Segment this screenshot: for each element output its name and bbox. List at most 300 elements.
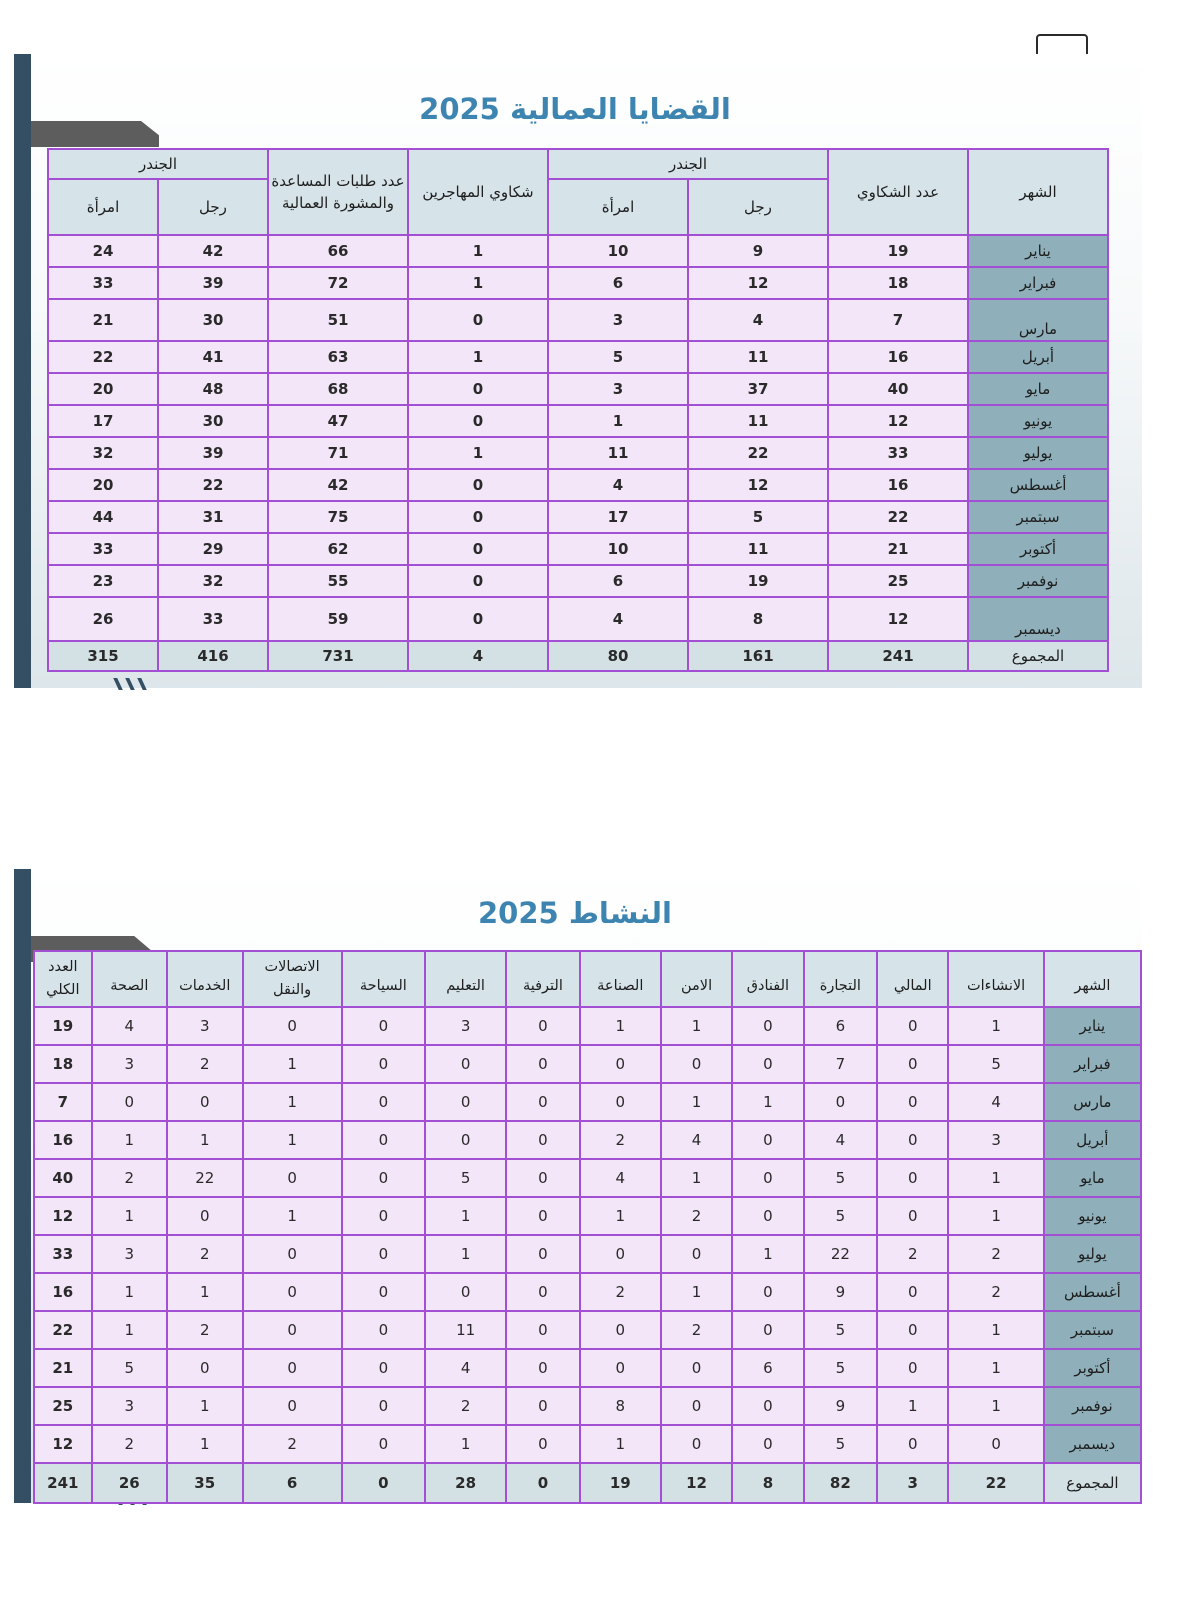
activity-value-cell: 1	[243, 1197, 342, 1235]
man-1-cell: 8	[688, 597, 828, 641]
activity-value-cell: 0	[877, 1197, 948, 1235]
man-2-cell: 48	[158, 373, 268, 405]
month-cell: سبتمبر	[968, 501, 1108, 533]
total-value-cell: 8	[732, 1463, 803, 1503]
requests-cell: 62	[268, 533, 408, 565]
table-row	[48, 533, 1108, 565]
activity-value-cell: 2	[948, 1235, 1043, 1273]
header-activity-col: المالي	[877, 951, 948, 1007]
activity-value-cell: 1	[243, 1045, 342, 1083]
activity-value-cell: 12	[34, 1197, 92, 1235]
month-cell: ديسمبر	[1044, 1425, 1141, 1463]
activity-value-cell: 16	[34, 1273, 92, 1311]
activity-value-cell: 3	[167, 1007, 243, 1045]
activity-title: النشاط 2025	[478, 896, 672, 930]
month-cell: مارس	[1044, 1083, 1141, 1121]
woman-1-cell: 6	[548, 565, 688, 597]
complaints-cell: 12	[828, 597, 968, 641]
complaints-cell: 16	[828, 341, 968, 373]
man-1-cell: 11	[688, 341, 828, 373]
woman-1-cell: 17	[548, 501, 688, 533]
woman-2-cell: 44	[48, 501, 158, 533]
slide-tab-decoration	[31, 121, 159, 147]
activity-value-cell: 0	[877, 1349, 948, 1387]
total-value-cell: 12	[661, 1463, 732, 1503]
requests-cell: 42	[268, 469, 408, 501]
complaints-cell: 40	[828, 373, 968, 405]
man-2-cell: 32	[158, 565, 268, 597]
table-row	[34, 1311, 1141, 1349]
total-value-cell: 28	[425, 1463, 506, 1503]
activity-value-cell: 0	[506, 1083, 579, 1121]
activity-value-cell: 1	[580, 1425, 661, 1463]
total-month-cell: المجموع	[968, 641, 1108, 671]
activity-value-cell: 0	[243, 1007, 342, 1045]
activity-value-cell: 1	[948, 1311, 1043, 1349]
month-cell: أبريل	[968, 341, 1108, 373]
activity-value-cell: 0	[877, 1159, 948, 1197]
migrants-cell: 0	[408, 469, 548, 501]
man-2-cell: 41	[158, 341, 268, 373]
activity-value-cell: 16	[34, 1121, 92, 1159]
complaints-cell: 18	[828, 267, 968, 299]
activity-value-cell: 0	[732, 1045, 803, 1083]
activity-value-cell: 1	[661, 1007, 732, 1045]
activity-value-cell: 5	[425, 1159, 506, 1197]
woman-1-cell: 11	[548, 437, 688, 469]
activity-value-cell: 0	[661, 1425, 732, 1463]
activity-value-cell: 0	[877, 1425, 948, 1463]
activity-value-cell: 1	[425, 1425, 506, 1463]
total-migrants-cell: 4	[408, 641, 548, 671]
activity-value-cell: 5	[804, 1159, 877, 1197]
activity-value-cell: 2	[167, 1235, 243, 1273]
activity-value-cell: 0	[661, 1349, 732, 1387]
man-1-cell: 12	[688, 267, 828, 299]
migrants-cell: 0	[408, 533, 548, 565]
table-row	[48, 341, 1108, 373]
activity-value-cell: 0	[506, 1159, 579, 1197]
migrants-cell: 0	[408, 597, 548, 641]
activity-value-cell: 1	[948, 1197, 1043, 1235]
activity-value-cell: 0	[877, 1007, 948, 1045]
man-2-cell: 33	[158, 597, 268, 641]
activity-value-cell: 0	[342, 1045, 425, 1083]
activity-value-cell: 0	[342, 1311, 425, 1349]
activity-value-cell: 2	[92, 1425, 167, 1463]
man-1-cell: 11	[688, 533, 828, 565]
table-row	[48, 565, 1108, 597]
migrants-cell: 1	[408, 267, 548, 299]
activity-value-cell: 0	[877, 1083, 948, 1121]
activity-value-cell: 0	[506, 1311, 579, 1349]
migrants-cell: 0	[408, 565, 548, 597]
requests-cell: 66	[268, 235, 408, 267]
month-cell: يوليو	[1044, 1235, 1141, 1273]
activity-value-cell: 0	[342, 1121, 425, 1159]
header-assistance-requests: عدد طلبات المساعدة والمشورة العمالية	[268, 149, 408, 235]
header-activity-col: العدد الكلي	[34, 951, 92, 1007]
activity-value-cell: 33	[34, 1235, 92, 1273]
activity-value-cell: 1	[92, 1273, 167, 1311]
activity-value-cell: 0	[243, 1159, 342, 1197]
activity-value-cell: 0	[877, 1273, 948, 1311]
activity-value-cell: 0	[661, 1045, 732, 1083]
table-row	[48, 373, 1108, 405]
table-row	[34, 1121, 1141, 1159]
month-cell: فبراير	[968, 267, 1108, 299]
activity-value-cell: 1	[948, 1007, 1043, 1045]
total-value-cell: 0	[506, 1463, 579, 1503]
table-row	[48, 469, 1108, 501]
header-activity-col: السياحة	[342, 951, 425, 1007]
woman-1-cell: 3	[548, 373, 688, 405]
table-row	[34, 1425, 1141, 1463]
activity-value-cell: 3	[92, 1045, 167, 1083]
woman-2-cell: 17	[48, 405, 158, 437]
header-gender-group-1: الجندر	[548, 149, 828, 179]
activity-value-cell: 22	[34, 1311, 92, 1349]
header-gender-group-2: الجندر	[48, 149, 268, 179]
man-1-cell: 9	[688, 235, 828, 267]
activity-value-cell: 22	[804, 1235, 877, 1273]
header-activity-col: الاتصالات والنقل	[243, 951, 342, 1007]
activity-value-cell: 0	[732, 1159, 803, 1197]
month-cell: مايو	[968, 373, 1108, 405]
activity-value-cell: 0	[580, 1045, 661, 1083]
month-cell: سبتمبر	[1044, 1311, 1141, 1349]
header-man-1: رجل	[688, 179, 828, 235]
activity-value-cell: 4	[580, 1159, 661, 1197]
total-value-cell: 82	[804, 1463, 877, 1503]
activity-value-cell: 0	[167, 1083, 243, 1121]
woman-2-cell: 32	[48, 437, 158, 469]
month-cell: نوفمبر	[968, 565, 1108, 597]
month-cell: أكتوبر	[968, 533, 1108, 565]
woman-1-cell: 1	[548, 405, 688, 437]
woman-1-cell: 3	[548, 299, 688, 341]
activity-value-cell: 6	[804, 1007, 877, 1045]
table-row	[34, 1387, 1141, 1425]
activity-value-cell: 25	[34, 1387, 92, 1425]
requests-cell: 68	[268, 373, 408, 405]
total-woman-1-cell: 80	[548, 641, 688, 671]
activity-value-cell: 1	[167, 1425, 243, 1463]
activity-value-cell: 1	[661, 1159, 732, 1197]
activity-value-cell: 2	[243, 1425, 342, 1463]
activity-value-cell: 0	[506, 1425, 579, 1463]
activity-value-cell: 0	[732, 1387, 803, 1425]
woman-2-cell: 24	[48, 235, 158, 267]
header-activity-col: الشهر	[1044, 951, 1141, 1007]
activity-value-cell: 11	[425, 1311, 506, 1349]
month-cell: مارس	[968, 299, 1108, 341]
activity-value-cell: 1	[580, 1007, 661, 1045]
activity-value-cell: 2	[92, 1159, 167, 1197]
activity-value-cell: 1	[425, 1235, 506, 1273]
man-1-cell: 22	[688, 437, 828, 469]
activity-value-cell: 1	[732, 1235, 803, 1273]
complaints-cell: 7	[828, 299, 968, 341]
total-label-cell: المجموع	[1044, 1463, 1141, 1503]
complaints-cell: 22	[828, 501, 968, 533]
total-value-cell: 241	[34, 1463, 92, 1503]
table-row	[48, 235, 1108, 267]
activity-value-cell: 0	[342, 1197, 425, 1235]
header-woman-1: امرأة	[548, 179, 688, 235]
total-requests-cell: 731	[268, 641, 408, 671]
activity-value-cell: 0	[243, 1273, 342, 1311]
activity-value-cell: 4	[425, 1349, 506, 1387]
month-cell: أبريل	[1044, 1121, 1141, 1159]
man-1-cell: 19	[688, 565, 828, 597]
activity-value-cell: 0	[506, 1121, 579, 1159]
total-complaints-cell: 241	[828, 641, 968, 671]
activity-value-cell: 0	[506, 1045, 579, 1083]
migrants-cell: 0	[408, 299, 548, 341]
man-2-cell: 31	[158, 501, 268, 533]
activity-value-cell: 1	[92, 1311, 167, 1349]
activity-value-cell: 0	[342, 1387, 425, 1425]
month-cell: يونيو	[1044, 1197, 1141, 1235]
activity-table	[33, 950, 1142, 1504]
table-row	[48, 299, 1108, 341]
migrants-cell: 1	[408, 235, 548, 267]
man-2-cell: 42	[158, 235, 268, 267]
table-row	[34, 1083, 1141, 1121]
table-row	[34, 1235, 1141, 1273]
activity-value-cell: 1	[425, 1197, 506, 1235]
activity-value-cell: 0	[506, 1273, 579, 1311]
activity-value-cell: 1	[92, 1121, 167, 1159]
activity-value-cell: 0	[732, 1121, 803, 1159]
complaints-cell: 16	[828, 469, 968, 501]
complaints-cell: 19	[828, 235, 968, 267]
activity-value-cell: 0	[342, 1007, 425, 1045]
activity-value-cell: 0	[425, 1121, 506, 1159]
man-2-cell: 22	[158, 469, 268, 501]
table-row	[48, 597, 1108, 641]
activity-value-cell: 1	[243, 1121, 342, 1159]
activity-value-cell: 0	[948, 1425, 1043, 1463]
activity-value-cell: 18	[34, 1045, 92, 1083]
activity-value-cell: 0	[580, 1311, 661, 1349]
month-cell: يناير	[968, 235, 1108, 267]
header-activity-col: التعليم	[425, 951, 506, 1007]
activity-value-cell: 2	[580, 1273, 661, 1311]
activity-value-cell: 40	[34, 1159, 92, 1197]
month-cell: مايو	[1044, 1159, 1141, 1197]
activity-value-cell: 3	[948, 1121, 1043, 1159]
activity-value-cell: 5	[92, 1349, 167, 1387]
activity-value-cell: 7	[804, 1045, 877, 1083]
woman-1-cell: 4	[548, 597, 688, 641]
table-row	[34, 1349, 1141, 1387]
activity-value-cell: 0	[342, 1425, 425, 1463]
activity-value-cell: 1	[167, 1273, 243, 1311]
header-complaints-count: عدد الشكاوي	[828, 149, 968, 235]
activity-value-cell: 9	[804, 1387, 877, 1425]
total-value-cell: 26	[92, 1463, 167, 1503]
activity-value-cell: 2	[661, 1311, 732, 1349]
activity-value-cell: 1	[92, 1197, 167, 1235]
total-value-cell: 19	[580, 1463, 661, 1503]
total-man-1-cell: 161	[688, 641, 828, 671]
requests-cell: 59	[268, 597, 408, 641]
labor-cases-title: القضايا العمالية 2025	[419, 92, 731, 126]
woman-2-cell: 33	[48, 533, 158, 565]
complaints-cell: 33	[828, 437, 968, 469]
activity-value-cell: 2	[661, 1197, 732, 1235]
table-row	[34, 1045, 1141, 1083]
activity-value-cell: 1	[580, 1197, 661, 1235]
man-2-cell: 29	[158, 533, 268, 565]
activity-value-cell: 0	[425, 1045, 506, 1083]
activity-value-cell: 0	[506, 1197, 579, 1235]
complaints-cell: 25	[828, 565, 968, 597]
total-row	[48, 641, 1108, 671]
activity-value-cell: 0	[342, 1159, 425, 1197]
activity-value-cell: 0	[425, 1083, 506, 1121]
activity-value-cell: 0	[732, 1425, 803, 1463]
activity-value-cell: 0	[661, 1387, 732, 1425]
man-1-cell: 11	[688, 405, 828, 437]
activity-value-cell: 5	[804, 1311, 877, 1349]
activity-value-cell: 5	[804, 1425, 877, 1463]
activity-value-cell: 4	[948, 1083, 1043, 1121]
man-2-cell: 39	[158, 267, 268, 299]
activity-value-cell: 0	[506, 1349, 579, 1387]
total-value-cell: 22	[948, 1463, 1043, 1503]
activity-value-cell: 2	[167, 1045, 243, 1083]
requests-cell: 71	[268, 437, 408, 469]
man-1-cell: 4	[688, 299, 828, 341]
slide-ticks-decoration	[116, 678, 156, 690]
activity-value-cell: 3	[92, 1235, 167, 1273]
activity-value-cell: 2	[425, 1387, 506, 1425]
migrants-cell: 0	[408, 373, 548, 405]
header-man-2: رجل	[158, 179, 268, 235]
table-row	[48, 437, 1108, 469]
activity-value-cell: 4	[661, 1121, 732, 1159]
activity-value-cell: 0	[506, 1007, 579, 1045]
month-cell: ديسمبر	[968, 597, 1108, 641]
woman-2-cell: 20	[48, 469, 158, 501]
activity-value-cell: 1	[661, 1273, 732, 1311]
activity-value-cell: 0	[732, 1311, 803, 1349]
total-row	[34, 1463, 1141, 1503]
header-woman-2: امرأة	[48, 179, 158, 235]
woman-2-cell: 21	[48, 299, 158, 341]
activity-value-cell: 0	[732, 1007, 803, 1045]
migrants-cell: 1	[408, 437, 548, 469]
activity-value-cell: 1	[948, 1387, 1043, 1425]
table-row	[48, 267, 1108, 299]
activity-value-cell: 2	[580, 1121, 661, 1159]
complaints-cell: 12	[828, 405, 968, 437]
table-row	[34, 1007, 1141, 1045]
header-activity-col: الفنادق	[732, 951, 803, 1007]
woman-2-cell: 20	[48, 373, 158, 405]
activity-value-cell: 0	[877, 1045, 948, 1083]
requests-cell: 51	[268, 299, 408, 341]
requests-cell: 55	[268, 565, 408, 597]
header-activity-col: الخدمات	[167, 951, 243, 1007]
header-migrant-complaints: شكاوي المهاجرين	[408, 149, 548, 235]
migrants-cell: 0	[408, 501, 548, 533]
total-value-cell: 35	[167, 1463, 243, 1503]
man-2-cell: 30	[158, 405, 268, 437]
woman-1-cell: 5	[548, 341, 688, 373]
header-activity-col: التجارة	[804, 951, 877, 1007]
activity-value-cell: 0	[425, 1273, 506, 1311]
activity-value-cell: 1	[732, 1083, 803, 1121]
month-cell: أغسطس	[968, 469, 1108, 501]
activity-value-cell: 5	[948, 1045, 1043, 1083]
header-activity-col: الصناعة	[580, 951, 661, 1007]
activity-value-cell: 3	[425, 1007, 506, 1045]
month-cell: يونيو	[968, 405, 1108, 437]
migrants-cell: 0	[408, 405, 548, 437]
man-2-cell: 39	[158, 437, 268, 469]
activity-value-cell: 0	[342, 1273, 425, 1311]
total-woman-2-cell: 315	[48, 641, 158, 671]
activity-value-cell: 0	[732, 1197, 803, 1235]
man-2-cell: 30	[158, 299, 268, 341]
activity-value-cell: 2	[948, 1273, 1043, 1311]
activity-value-cell: 2	[877, 1235, 948, 1273]
activity-value-cell: 6	[732, 1349, 803, 1387]
month-cell: أكتوبر	[1044, 1349, 1141, 1387]
activity-value-cell: 0	[243, 1235, 342, 1273]
activity-value-cell: 5	[804, 1197, 877, 1235]
activity-value-cell: 1	[661, 1083, 732, 1121]
activity-value-cell: 0	[342, 1235, 425, 1273]
activity-value-cell: 4	[92, 1007, 167, 1045]
activity-value-cell: 0	[342, 1083, 425, 1121]
woman-1-cell: 10	[548, 533, 688, 565]
activity-value-cell: 1	[948, 1349, 1043, 1387]
activity-value-cell: 0	[580, 1083, 661, 1121]
activity-value-cell: 9	[804, 1273, 877, 1311]
activity-value-cell: 0	[167, 1197, 243, 1235]
woman-2-cell: 26	[48, 597, 158, 641]
woman-1-cell: 6	[548, 267, 688, 299]
total-man-2-cell: 416	[158, 641, 268, 671]
activity-value-cell: 3	[92, 1387, 167, 1425]
month-cell: يوليو	[968, 437, 1108, 469]
woman-2-cell: 23	[48, 565, 158, 597]
activity-value-cell: 1	[167, 1387, 243, 1425]
activity-value-cell: 7	[34, 1083, 92, 1121]
activity-value-cell: 8	[580, 1387, 661, 1425]
activity-value-cell: 19	[34, 1007, 92, 1045]
requests-cell: 72	[268, 267, 408, 299]
table-row	[34, 1273, 1141, 1311]
man-1-cell: 12	[688, 469, 828, 501]
total-value-cell: 3	[877, 1463, 948, 1503]
requests-cell: 75	[268, 501, 408, 533]
header-activity-col: الترفية	[506, 951, 579, 1007]
activity-value-cell: 22	[167, 1159, 243, 1197]
table-row	[34, 1197, 1141, 1235]
complaints-cell: 21	[828, 533, 968, 565]
woman-1-cell: 10	[548, 235, 688, 267]
labor-cases-table	[47, 148, 1109, 672]
requests-cell: 47	[268, 405, 408, 437]
month-cell: فبراير	[1044, 1045, 1141, 1083]
activity-value-cell: 0	[243, 1311, 342, 1349]
